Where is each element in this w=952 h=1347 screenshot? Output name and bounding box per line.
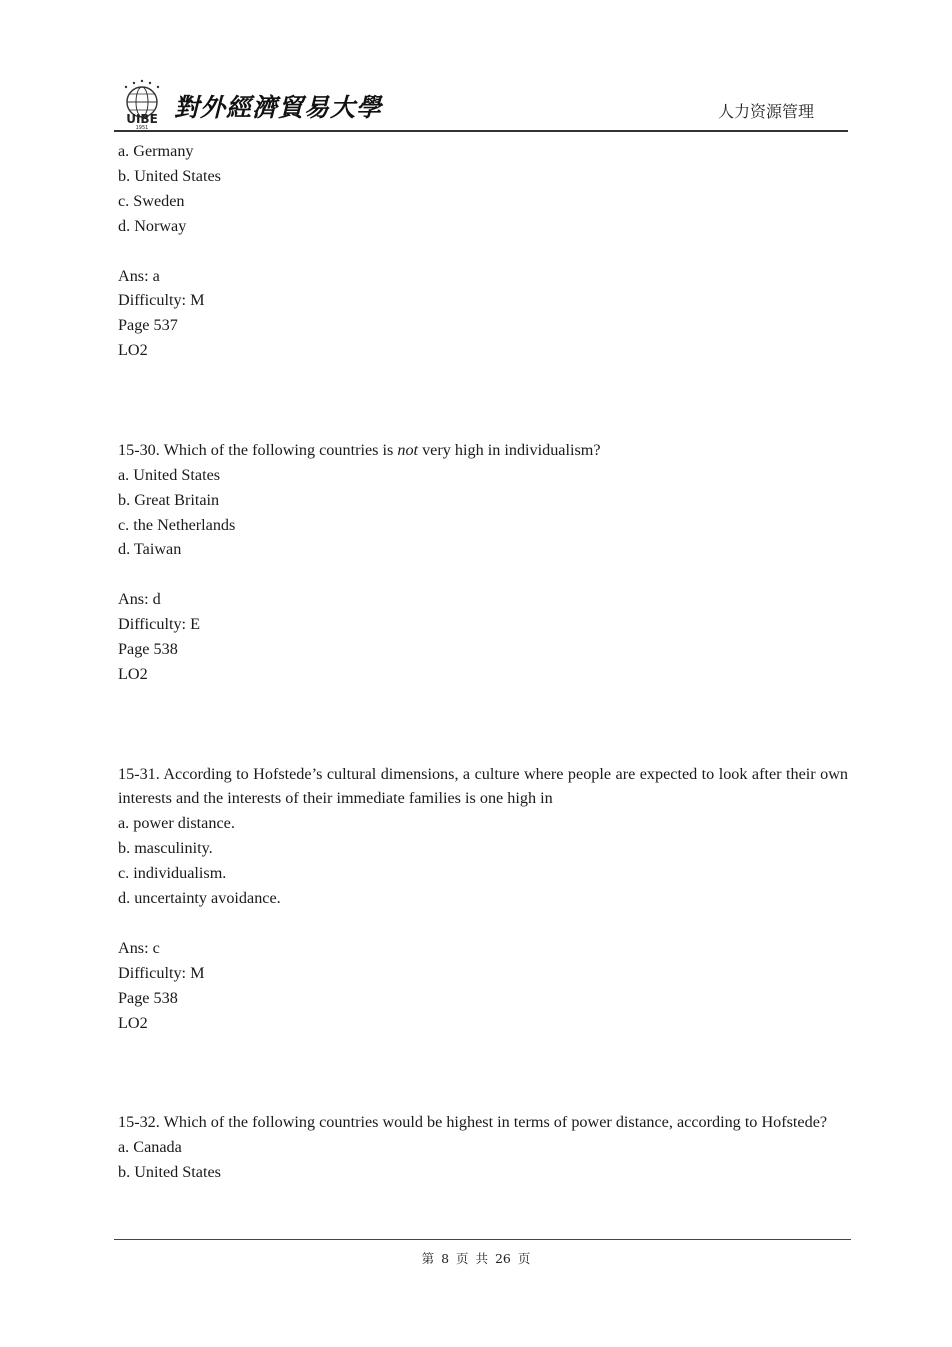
university-name-logo: 對外經濟貿易大學 [174, 93, 383, 122]
page-reference: Page 538 [118, 988, 178, 1007]
page-content [118, 139, 848, 1185]
page-number: 第 8 页 共 26 页 [421, 1251, 531, 1266]
option-a: a. United States [118, 465, 221, 484]
difficulty: Difficulty: M [118, 291, 205, 310]
learning-objective: LO2 [118, 341, 148, 360]
option-b: b. United States [118, 1163, 221, 1182]
question-stem: 15-32. Which of the following countries would be highest in terms of power distance, according to Hofstede? [118, 1113, 828, 1132]
option-d: d. uncertainty avoidance. [118, 889, 281, 908]
question-15-29-block [118, 139, 848, 363]
option-a: a. power distance. [118, 814, 235, 833]
svg-text:1951: 1951 [135, 125, 149, 130]
difficulty: Difficulty: M [118, 963, 205, 982]
course-title: 人力资源管理 [717, 102, 814, 121]
option-d: d. Norway [118, 216, 187, 235]
university-logo-icon [116, 78, 170, 130]
option-d: d. Taiwan [118, 540, 182, 559]
option-c: c. Sweden [118, 191, 185, 210]
question-15-32-block [118, 1110, 848, 1185]
difficulty: Difficulty: E [118, 615, 200, 634]
page-reference: Page 538 [118, 640, 178, 659]
answer: Ans: d [118, 590, 161, 609]
question-15-30-block [118, 438, 848, 687]
page-reference: Page 537 [118, 316, 178, 335]
question-stem: 15-30. Which of the following countries is not very high in individualism? [118, 440, 601, 459]
option-a: a. Canada [118, 1138, 182, 1157]
option-b: b. Great Britain [118, 490, 220, 509]
option-c: c. the Netherlands [118, 515, 236, 534]
question-stem: 15-31. According to Hofstede’s cultural dimensions, a culture where people are expected to look after their own interests and the interests of their immediate families is one high in [118, 764, 848, 808]
option-c: c. individualism. [118, 864, 227, 883]
learning-objective: LO2 [118, 1013, 148, 1032]
learning-objective: LO2 [118, 664, 148, 683]
emphasis-not: not [397, 440, 419, 459]
header-divider [114, 130, 848, 132]
option-b: b. United States [118, 166, 221, 185]
footer-divider [114, 1239, 851, 1240]
page-header [114, 74, 848, 132]
answer: Ans: c [118, 938, 160, 957]
question-15-31-block [118, 762, 848, 1036]
option-a: a. Germany [118, 142, 194, 160]
answer: Ans: a [118, 266, 160, 285]
option-b: b. masculinity. [118, 839, 213, 858]
svg-text:UIBE: UIBE [126, 112, 158, 126]
